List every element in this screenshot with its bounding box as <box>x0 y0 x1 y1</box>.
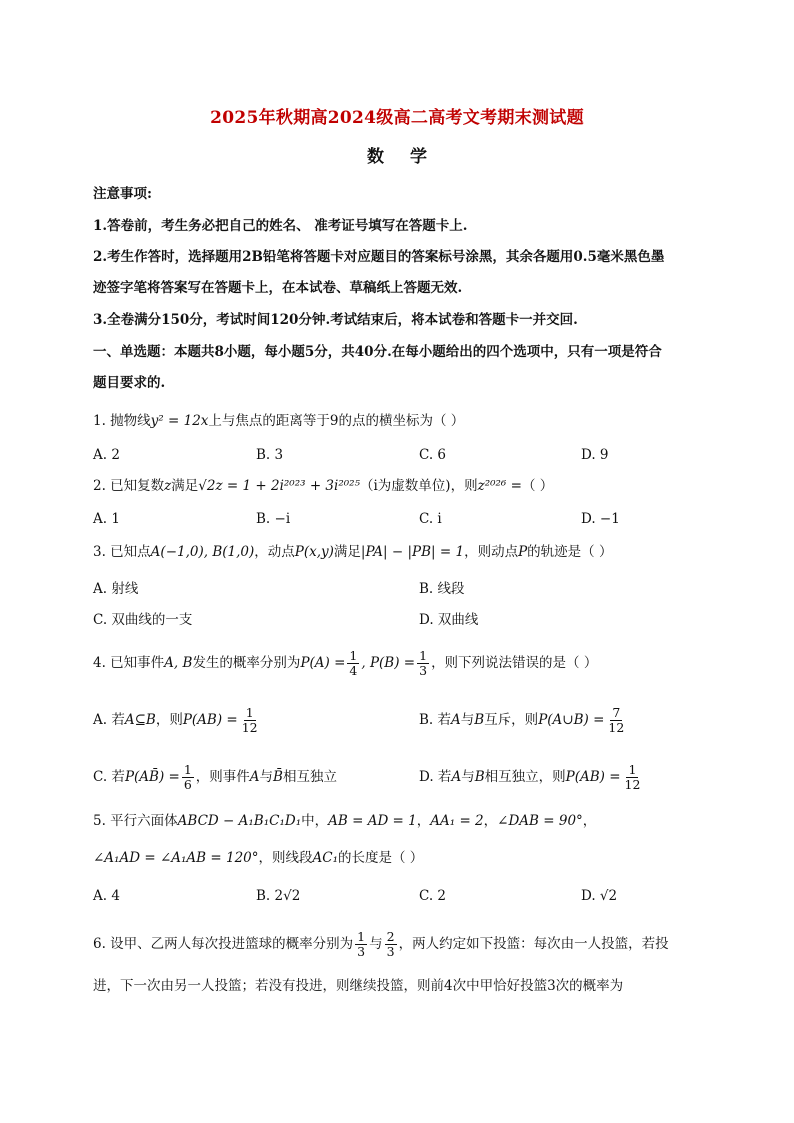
q4c-num: 1 <box>183 762 192 777</box>
q4c-suffix: 相互独立 <box>282 769 337 785</box>
q3-mid-2: 满足 <box>333 544 361 560</box>
question-5-line-2 <box>93 849 423 867</box>
q3-option-c: C. 双曲线的一支 <box>93 612 193 628</box>
q2-z: z <box>164 478 172 494</box>
notice-heading: 注意事项: <box>93 186 152 202</box>
q3-option-b: B. 线段 <box>419 581 465 597</box>
q5-c3: ∠DAB = 90° <box>497 813 583 829</box>
q5-option-d: D. √2 <box>581 888 618 904</box>
question-5-line-1 <box>93 812 596 830</box>
question-6-line-1 <box>93 930 669 959</box>
q4d-pre: D. 若 <box>419 769 452 785</box>
q4c-expr: P(AB̄) = <box>124 769 180 785</box>
q5-prefix: 5. 平行六面体 <box>93 813 178 829</box>
question-3 <box>93 543 612 561</box>
section-heading-line-2: 题目要求的. <box>93 375 166 391</box>
q5-c2: AA₁ = 2 <box>430 813 484 829</box>
q4a-pre: A. 若 <box>93 712 125 728</box>
q2-option-b: B. −i <box>256 511 291 527</box>
q5-mid3: ， <box>483 813 498 829</box>
q4d-den: 12 <box>624 777 641 792</box>
q3-mid-1: ，动点 <box>254 544 295 560</box>
q4a-mid: ，则 <box>155 712 183 728</box>
q4d-mid2: 相互独立，则 <box>484 769 566 785</box>
q2-option-a: A. 1 <box>93 511 120 527</box>
question-4 <box>93 649 597 678</box>
q4b-den: 12 <box>608 720 625 735</box>
q6-fraction-1 <box>355 930 367 959</box>
notice-item-1: 1.答卷前，考生务必把自己的姓名、 准考证号填写在答题卡上. <box>93 218 468 234</box>
q4b-mid1: 与 <box>460 712 475 728</box>
q4-pa: P(A) = <box>300 655 346 671</box>
q2-prefix: 2. 已知复数 <box>93 478 165 494</box>
q4b-num: 7 <box>612 705 621 720</box>
q2-option-d: D. −1 <box>581 511 620 527</box>
q1-option-a: A. 2 <box>93 447 120 463</box>
q1-prefix: 1. 抛物线 <box>93 413 151 429</box>
q4c-a: A <box>249 769 260 785</box>
notice-item-3: 3.全卷满分150分，考试时间120分钟.考试结束后，将本试卷和答题卡一并交回. <box>93 312 578 328</box>
q4-pb-fraction <box>417 649 429 678</box>
q6-f2-den: 3 <box>386 944 395 959</box>
q4d-num: 1 <box>628 762 637 777</box>
q4-option-d <box>419 763 644 792</box>
q5-c1: AB = AD = 1 <box>328 813 417 829</box>
q1-suffix: 上与焦点的距离等于9的点的横坐标为（ ） <box>208 413 465 429</box>
q4-pb: , P(B) = <box>361 655 416 671</box>
q5-mid1: 中， <box>301 813 329 829</box>
notice-item-2a: 2.考生作答时，选择题用2B铅笔将答题卡对应题目的答案标号涂黑，其余各题用0.5毫米黑色墨 <box>93 249 665 265</box>
q2-target: z²⁰²⁶ = <box>477 478 522 494</box>
q3-option-a: A. 射线 <box>93 581 139 597</box>
q3-prefix: 3. 已知点 <box>93 544 151 560</box>
q4-pa-num: 1 <box>349 648 358 663</box>
q4-option-a <box>93 706 262 735</box>
q4-pa-den: 4 <box>349 663 358 678</box>
q4b-fraction <box>606 706 626 735</box>
exam-subject: 数学 <box>367 147 453 167</box>
q1-option-d: D. 9 <box>581 447 609 463</box>
q5-option-b: B. 2√2 <box>256 888 301 904</box>
q4c-fraction <box>182 763 194 792</box>
exam-title: 2025年秋期高2024级高二高考文考期末测试题 <box>210 108 584 128</box>
q5-option-c: C. 2 <box>419 888 447 904</box>
q5-suffix: 的长度是（ ） <box>338 850 424 866</box>
q6-fraction-2 <box>385 930 397 959</box>
q4c-b: B̄ <box>273 769 283 785</box>
q4b-pre: B. 若 <box>419 712 452 728</box>
q4d-mid1: 与 <box>461 769 475 785</box>
q5-mid5: ，则线段 <box>258 850 313 866</box>
notice-item-2b: 迹签字笔将答案写在答题卡上，在本试卷、草稿纸上答题无效. <box>93 280 463 296</box>
q5-mid2: ， <box>416 813 431 829</box>
q6-f1-den: 3 <box>357 944 366 959</box>
q3-option-d: D. 双曲线 <box>419 612 479 628</box>
q4c-mid: ，则事件 <box>195 769 250 785</box>
q4a-expr: P(AB) = <box>182 712 238 728</box>
q2-option-c: C. i <box>419 511 442 527</box>
q4-pb-num: 1 <box>419 648 428 663</box>
q4a-den: 12 <box>241 720 258 735</box>
q3-condition: |PA| − |PB| = 1 <box>360 544 465 560</box>
q1-expr: y² = 12x <box>150 413 209 429</box>
section-heading-line-1: 一、单选题：本题共8小题，每小题5分，共40分.在每小题给出的四个选项中，只有一项是符合 <box>93 344 662 360</box>
q4a-num: 1 <box>245 705 254 720</box>
q6-f2-num: 2 <box>386 929 395 944</box>
q4-mid-1: 发生的概率分别为 <box>192 655 301 671</box>
q5-option-a: A. 4 <box>93 888 120 904</box>
q4-option-c <box>93 763 337 792</box>
question-1 <box>93 412 464 430</box>
q2-suffix: （ ） <box>521 478 554 494</box>
q1-option-b: B. 3 <box>256 447 284 463</box>
q6-suffix: ，两人约定如下投篮：每次由一人投篮，若投 <box>398 936 669 952</box>
q4a-fraction <box>240 706 260 735</box>
q6-f1-num: 1 <box>357 929 366 944</box>
q4d-expr: P(AB) = <box>565 769 621 785</box>
q5-mid4: ， <box>582 813 597 829</box>
question-2 <box>93 477 553 495</box>
q4b-b: B <box>474 712 485 728</box>
q4-pb-den: 3 <box>419 663 428 678</box>
q5-c4: ∠A₁AD = ∠A₁AB = 120° <box>93 850 259 866</box>
q4b-expr: P(A∪B) = <box>538 712 605 728</box>
q4-suffix: ，则下列说法错误的是（ ） <box>431 655 598 671</box>
q1-option-c: C. 6 <box>419 447 447 463</box>
q5-seg: AC₁ <box>312 850 338 866</box>
q2-mid-2: （i为虚数单位)，则 <box>359 478 478 494</box>
q5-solid: ABCD − A₁B₁C₁D₁ <box>177 813 302 829</box>
q4d-a: A <box>451 769 462 785</box>
q4c-den: 6 <box>183 777 192 792</box>
q4c-pre: C. 若 <box>93 769 125 785</box>
q6-prefix: 6. 设甲、乙两人每次投进篮球的概率分别为 <box>93 936 354 952</box>
q2-mid-1: 满足 <box>171 478 199 494</box>
q4-events: A, B <box>164 655 193 671</box>
q4b-a: A <box>451 712 461 728</box>
q3-p-coord: P(x,y) <box>294 544 334 560</box>
q4-prefix: 4. 已知事件 <box>93 655 165 671</box>
q3-suffix: 的轨迹是（ ） <box>527 544 613 560</box>
q2-expr: √2z = 1 + 2i²⁰²³ + 3i²⁰²⁵ <box>198 478 360 494</box>
q3-points: A(−1,0), B(1,0) <box>150 544 255 560</box>
question-6-line-2: 进，下一次由另一人投篮；若没有投进，则继续投篮，则前4次中甲恰好投篮3次的概率为 <box>93 978 624 994</box>
q4d-fraction <box>623 763 643 792</box>
q4-pa-fraction <box>347 649 359 678</box>
q4-option-b <box>419 706 628 735</box>
q4d-b: B <box>474 769 485 785</box>
q6-mid: 与 <box>369 936 383 952</box>
q4c-mid2: 与 <box>259 769 274 785</box>
q4a-cond: A⊆B <box>124 712 156 728</box>
q4b-mid2: 互斥，则 <box>484 712 539 728</box>
q3-p: P <box>518 544 528 560</box>
q3-mid-3: ，则动点 <box>464 544 519 560</box>
